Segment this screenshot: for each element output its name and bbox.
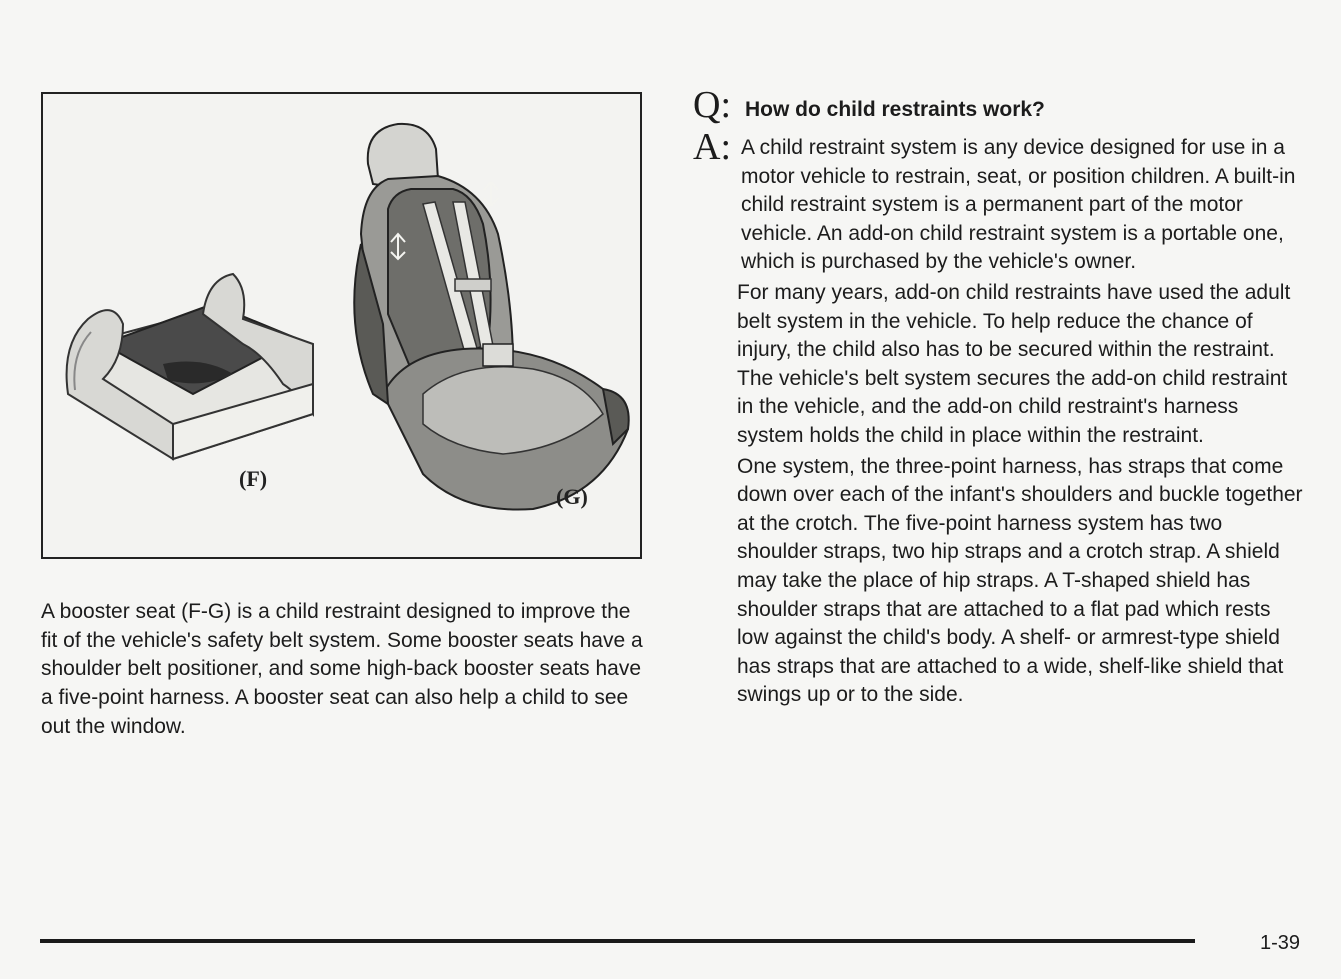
page-number: 1-39 [1260, 932, 1301, 954]
footer-rule [40, 939, 1195, 943]
qa-section [693, 86, 1308, 710]
question-text: How do child restraints work? [745, 98, 1045, 121]
booster-seat-figure [41, 92, 642, 559]
answer-text: A child restraint system is any device designed for use in a motor vehicle to restrain, seat, or position children. A built-in child restraint system is a permanent part of the motor vehicle. An add-on child restraint system is a portable one, which is purchased by the vehicle's owner. [741, 136, 1296, 274]
booster-seat-illustration [43, 94, 640, 557]
question-marker: Q: [693, 84, 731, 126]
booster-seat-caption: A booster seat (F-G) is a child restraint designed to improve the fit of the vehicle's safety belt system. Some booster seats have a shoulder belt positioner, and some high-back booster seats have a five-point harness. A booster seat can also help a child to see out the window. [41, 600, 643, 738]
booster-seat-g-drawing [354, 124, 628, 510]
booster-seat-f-drawing [67, 274, 313, 459]
body-paragraph-2: One system, the three-point harness, has straps that come down over each of the infant's shoulders and buckle together at the crotch. The five-point harness system has two shoulder straps, two hip straps and a crotch strap. A shield may take the place of hip straps. A T-shaped shield has shoulder straps that are attached to a flat pad which rests low against the child's body. A shelf- or armrest-type shield has straps that are attached to a wide, shelf-like shield that swings up or to the side. [737, 454, 1303, 707]
answer-block [693, 128, 1308, 277]
body-paragraph-1: For many years, add-on child restraints have used the adult belt system in the vehicle. To help reduce the chance of injury, the child also has to be secured within the restraint. The vehicle's belt system secures the add-on child restraint in the vehicle, and the add-on child restraint's harness system holds the child in place within the restraint. [737, 280, 1291, 447]
figure-label-f: (F) [239, 466, 268, 491]
answer-marker: A: [693, 126, 731, 168]
figure-label-g: (G) [556, 484, 588, 509]
question-row [693, 86, 1308, 128]
